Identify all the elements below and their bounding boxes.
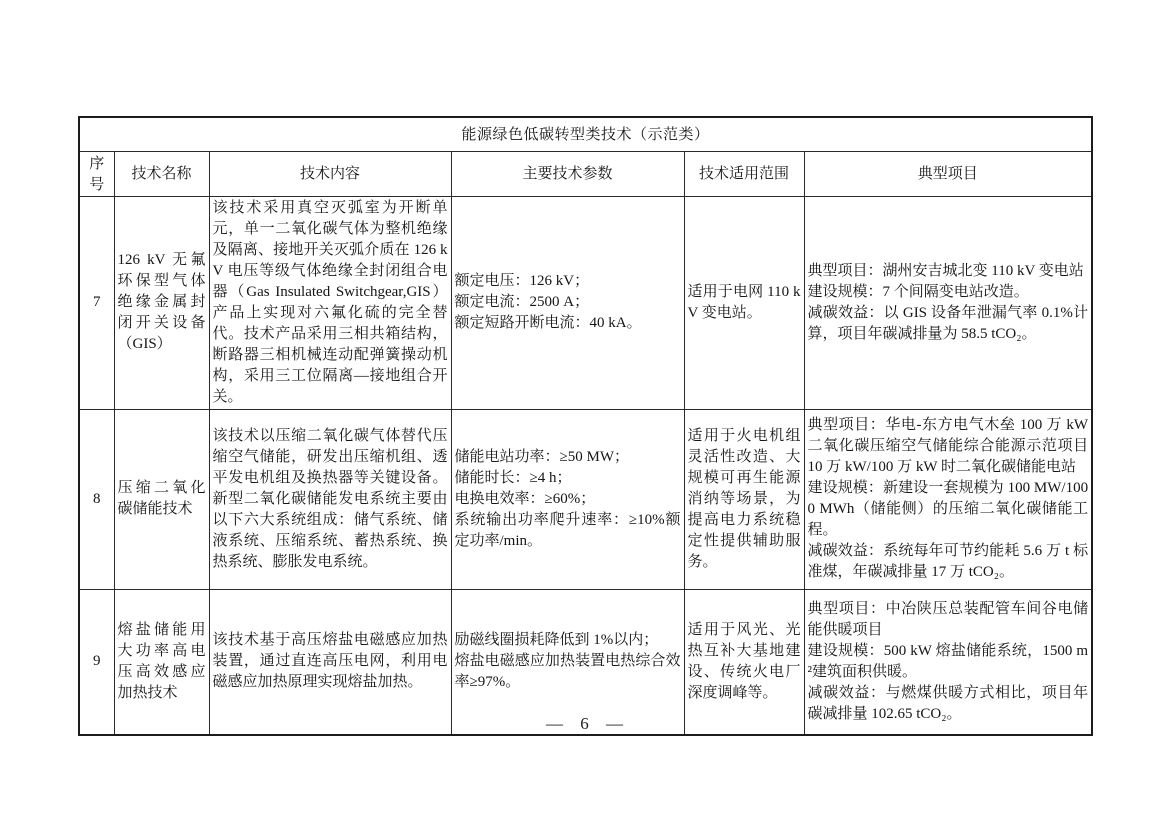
row-number-cell: 9 bbox=[79, 589, 114, 735]
tech-scope-cell: 适用于电网 110 kV 变电站。 bbox=[684, 196, 804, 409]
row-number-cell: 7 bbox=[79, 196, 114, 409]
typical-project-cell bbox=[804, 409, 1092, 589]
column-header-tech-content: 技术内容 bbox=[209, 151, 451, 196]
column-header-tech-name: 技术名称 bbox=[114, 151, 209, 196]
param-line: 额定电流：2500 A； bbox=[454, 294, 590, 310]
param-line: 系统输出功率爬升速率：≥10%额定功率/min。 bbox=[454, 511, 681, 549]
tech-name-cell: 126 kV 无氟环保型气体绝缘金属封闭开关设备（GIS） bbox=[114, 196, 209, 409]
table-title-row bbox=[79, 117, 1092, 151]
tech-scope-cell: 适用于火电机组灵活性改造、大规模可再生能源消纳等场景，为提高电力系统稳定性提供辅助服务。 bbox=[684, 409, 804, 589]
param-line: 额定电压：126 kV； bbox=[454, 273, 590, 289]
project-line: 典型项目：华电-东方电气木垒 100 万 kW 二氧化碳压缩空气储能综合能源示范项目 10 万 kW/100 万 kW 时二氧化碳储能电站 bbox=[807, 417, 1089, 475]
param-line: 电换电效率：≥60%； bbox=[454, 490, 596, 507]
param-line: 储能电站功率：≥50 MW； bbox=[454, 448, 629, 465]
tech-content-cell: 该技术以压缩二氧化碳气体替代压缩空气储能，研发出压缩机组、透平发电机组及换热器等关键设备。新型二氧化碳储能发电系统主要由以下六大系统组成：储气系统、储液系统、压缩系统、蓄热系统、换热系统、膨胀发电系统。 bbox=[209, 409, 451, 589]
param-line: 额定短路开断电流：40 kA。 bbox=[454, 315, 642, 331]
tech-content-cell: 该技术基于高压熔盐电磁感应加热装置，通过直连高压电网，利用电磁感应加热原理实现熔盐加热。 bbox=[209, 589, 451, 735]
project-line: 减碳效益：以 GIS 设备年泄漏气率 0.1%计算，项目年碳减排量为 58.5 tCO₂。 bbox=[807, 304, 1089, 342]
row-number-cell: 8 bbox=[79, 409, 114, 589]
param-line: 励磁线圈损耗降低到 1%以内； bbox=[454, 632, 659, 649]
column-header-tech-scope: 技术适用范围 bbox=[684, 151, 804, 196]
param-line: 储能时长：≥4 h； bbox=[454, 469, 572, 486]
tech-content-cell: 该技术采用真空灭弧室为开断单元，单一二氧化碳气体为整机绝缘及隔离、接地开关灭弧介质在 126 kV 电压等级气体绝缘全封闭组合电器（Gas Insulated Switchgear,GIS）产品上实现对六氟化硫的完全替代。技术产品采用三相共箱结构，断路器三相机械连动配弹簧操动机构，采用三工位隔离—接地组合开关。 bbox=[209, 196, 451, 409]
column-header-typical-project: 典型项目 bbox=[804, 151, 1092, 196]
project-line: 典型项目：中冶陕压总装配管车间谷电储能供暖项目 bbox=[807, 600, 1089, 638]
tech-name-cell: 熔盐储能用大功率高电压高效感应加热技术 bbox=[114, 589, 209, 735]
tech-scope-cell: 适用于风光、光热互补大基地建设、传统火电厂深度调峰等。 bbox=[684, 589, 804, 735]
table-row bbox=[79, 409, 1092, 589]
technology-table bbox=[78, 116, 1093, 736]
page-number: — 6 — bbox=[546, 714, 623, 733]
project-line: 减碳效益：与燃煤供暖方式相比，项目年碳减排量 102.65 tCO₂。 bbox=[807, 684, 1089, 722]
table-header-row bbox=[79, 151, 1092, 196]
typical-project-cell bbox=[804, 196, 1092, 409]
project-line: 建设规模：新建设一套规模为 100 MW/1000 MWh（储能侧）的压缩二氧化碳储能工程。 bbox=[807, 480, 1089, 538]
tech-params-cell bbox=[451, 196, 684, 409]
tech-name-cell: 压缩二氧化碳储能技术 bbox=[114, 409, 209, 589]
table-title: 能源绿色低碳转型类技术（示范类） bbox=[79, 117, 1092, 151]
column-header-serial: 序号 bbox=[79, 151, 114, 196]
table-row bbox=[79, 196, 1092, 409]
project-line: 建设规模：7 个间隔变电站改造。 bbox=[807, 283, 1029, 300]
project-line: 减碳效益：系统每年可节约能耗 5.6 万 t 标准煤，年碳减排量 17 万 tCO₂。 bbox=[807, 543, 1089, 580]
column-header-tech-params: 主要技术参数 bbox=[451, 151, 684, 196]
project-line: 典型项目：湖州安吉城北变 110 kV 变电站 bbox=[807, 262, 1084, 279]
param-line: 熔盐电磁感应加热装置电热综合效率≥97%。 bbox=[454, 653, 681, 691]
tech-params-cell bbox=[451, 409, 684, 589]
project-line: 建设规模：500 kW 熔盐储能系统，1500 m²建筑面积供暖。 bbox=[807, 642, 1089, 680]
